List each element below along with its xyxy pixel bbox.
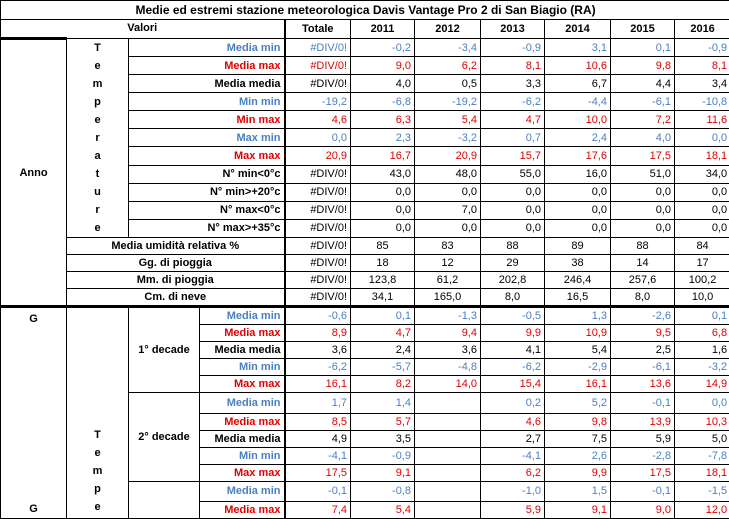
value-cell: 2,5 [611, 342, 675, 359]
value-cell: 1,5 [545, 481, 611, 502]
value-cell [415, 502, 481, 519]
row-label: Media media [200, 430, 285, 447]
value-cell: 14 [611, 255, 675, 272]
value-cell: 5,9 [611, 430, 675, 447]
value-cell: 0,0 [481, 201, 545, 219]
value-cell: 202,8 [481, 272, 545, 289]
value-cell: 0,0 [351, 201, 415, 219]
row-label: Media max [129, 57, 285, 75]
row-label: Media min [200, 481, 285, 502]
value-cell: 0,1 [611, 39, 675, 57]
value-cell: 0,0 [351, 183, 415, 201]
valori-header: Valori [1, 20, 285, 39]
value-cell: 0,0 [545, 219, 611, 237]
row-label: N° min<0°c [129, 165, 285, 183]
value-cell: 2,3 [351, 129, 415, 147]
value-cell: 0,0 [545, 183, 611, 201]
totale-cell: -6,2 [285, 359, 351, 376]
table-row [1, 39, 729, 57]
value-cell: 84 [675, 238, 729, 255]
value-cell: 18,1 [675, 464, 729, 481]
value-cell: 16,5 [545, 289, 611, 307]
value-cell: 6,3 [351, 111, 415, 129]
value-cell: 0,0 [675, 393, 729, 414]
value-cell: 5,9 [481, 502, 545, 519]
totale-cell: #DIV/0! [285, 255, 351, 272]
totale-cell: 8,5 [285, 413, 351, 430]
value-cell: 34,1 [351, 289, 415, 307]
value-cell [415, 393, 481, 414]
value-cell: 5,4 [545, 342, 611, 359]
value-cell: 9,9 [545, 464, 611, 481]
year-header: 2015 [611, 20, 675, 39]
value-cell: -0,1 [611, 393, 675, 414]
value-cell: 0,2 [481, 393, 545, 414]
value-cell: 5,0 [675, 430, 729, 447]
totale-cell: #DIV/0! [285, 75, 351, 93]
value-cell: 17 [675, 255, 729, 272]
value-cell: 257,6 [611, 272, 675, 289]
page-title: Medie ed estremi stazione meteorologica Davis Vantage Pro 2 di San Biagio (RA) [1, 1, 729, 20]
row-label: Media media [129, 75, 285, 93]
row-label: Min min [200, 447, 285, 464]
value-cell: 246,4 [545, 272, 611, 289]
value-cell: 12 [415, 255, 481, 272]
totale-cell: 8,9 [285, 325, 351, 342]
value-cell [415, 481, 481, 502]
decade-label: 2° decade [129, 393, 200, 482]
value-cell: 3,6 [415, 342, 481, 359]
value-cell: 83 [415, 238, 481, 255]
value-cell: 9,0 [611, 502, 675, 519]
value-cell: 9,4 [415, 325, 481, 342]
value-cell: 5,4 [415, 111, 481, 129]
table-row [1, 307, 729, 325]
value-cell: 0,0 [611, 201, 675, 219]
value-cell: 4,0 [611, 129, 675, 147]
value-cell: 11,6 [675, 111, 729, 129]
temperature-vertical-label: T e m p e [67, 307, 129, 519]
value-cell: 0,1 [675, 307, 729, 325]
row-label: Media min [200, 307, 285, 325]
value-cell: 10,0 [545, 111, 611, 129]
totale-cell: #DIV/0! [285, 272, 351, 289]
totale-header: Totale [285, 20, 351, 39]
value-cell: 48,0 [415, 165, 481, 183]
value-cell: 9,9 [481, 325, 545, 342]
value-cell: -0,1 [611, 481, 675, 502]
value-cell: -6,8 [351, 93, 415, 111]
value-cell: 6,7 [545, 75, 611, 93]
totale-cell: 16,1 [285, 376, 351, 393]
row-label: Min min [200, 359, 285, 376]
value-cell: 18,1 [675, 147, 729, 165]
year-header: 2013 [481, 20, 545, 39]
value-cell: 3,3 [481, 75, 545, 93]
value-cell: 1,4 [351, 393, 415, 414]
value-cell: 0,7 [481, 129, 545, 147]
value-cell: 0,0 [415, 219, 481, 237]
decade-label: 1° decade [129, 307, 200, 393]
value-cell: 3,4 [675, 75, 729, 93]
value-cell: -2,9 [545, 359, 611, 376]
value-cell [415, 430, 481, 447]
value-cell: -5,7 [351, 359, 415, 376]
row-label: N° max>+35°c [129, 219, 285, 237]
value-cell: 0,0 [675, 129, 729, 147]
value-cell: -2,8 [611, 447, 675, 464]
value-cell: -0,5 [481, 307, 545, 325]
value-cell: 0,0 [675, 219, 729, 237]
totale-cell: #DIV/0! [285, 201, 351, 219]
totale-cell: -0,6 [285, 307, 351, 325]
year-header: 2014 [545, 20, 611, 39]
value-cell: 0,0 [415, 183, 481, 201]
row-label: Max max [129, 147, 285, 165]
row-label: Media umidità relativa % [67, 238, 285, 255]
value-cell: -0,8 [351, 481, 415, 502]
totale-cell: 7,4 [285, 502, 351, 519]
totale-cell: -4,1 [285, 447, 351, 464]
totale-cell: #DIV/0! [285, 238, 351, 255]
anno-label: Anno [1, 39, 67, 307]
totale-cell: 4,6 [285, 111, 351, 129]
value-cell: 123,8 [351, 272, 415, 289]
value-cell: 2,4 [545, 129, 611, 147]
value-cell: 17,5 [611, 147, 675, 165]
value-cell [415, 447, 481, 464]
value-cell: -6,2 [481, 93, 545, 111]
value-cell: 16,0 [545, 165, 611, 183]
year-header: 2011 [351, 20, 415, 39]
value-cell: 8,0 [481, 289, 545, 307]
value-cell: 2,6 [545, 447, 611, 464]
value-cell: -1,5 [675, 481, 729, 502]
value-cell: -19,2 [415, 93, 481, 111]
totale-cell: 3,6 [285, 342, 351, 359]
row-label: Media max [200, 502, 285, 519]
value-cell: 2,4 [351, 342, 415, 359]
value-cell: 85 [351, 238, 415, 255]
totale-cell: #DIV/0! [285, 57, 351, 75]
value-cell: -0,9 [481, 39, 545, 57]
totale-cell: 0,0 [285, 129, 351, 147]
value-cell: -2,6 [611, 307, 675, 325]
value-cell: -3,4 [415, 39, 481, 57]
value-cell: 0,0 [611, 219, 675, 237]
value-cell: 9,0 [351, 57, 415, 75]
value-cell: 1,3 [545, 307, 611, 325]
value-cell: 4,6 [481, 413, 545, 430]
row-label: Max max [200, 464, 285, 481]
value-cell: 0,0 [611, 183, 675, 201]
table-row [1, 289, 729, 307]
totale-cell: 17,5 [285, 464, 351, 481]
value-cell: 16,7 [351, 147, 415, 165]
value-cell: 17,6 [545, 147, 611, 165]
value-cell: 43,0 [351, 165, 415, 183]
value-cell: 10,6 [545, 57, 611, 75]
value-cell: 18 [351, 255, 415, 272]
value-cell: 5,7 [351, 413, 415, 430]
value-cell: -0,9 [675, 39, 729, 57]
totale-cell: #DIV/0! [285, 183, 351, 201]
value-cell: 100,2 [675, 272, 729, 289]
value-cell: 2,7 [481, 430, 545, 447]
row-label: N° min>+20°c [129, 183, 285, 201]
value-cell: -1,0 [481, 481, 545, 502]
row-label: Min min [129, 93, 285, 111]
value-cell: 38 [545, 255, 611, 272]
temperature-vertical-label: T e m p e r a t u r e [67, 39, 129, 238]
row-label: Cm. di neve [67, 289, 285, 307]
value-cell: 0,0 [481, 183, 545, 201]
totale-cell: #DIV/0! [285, 39, 351, 57]
value-cell: 0,0 [481, 219, 545, 237]
row-label: N° max<0°c [129, 201, 285, 219]
value-cell: -1,3 [415, 307, 481, 325]
value-cell: 165,0 [415, 289, 481, 307]
value-cell: 4,0 [351, 75, 415, 93]
totale-cell: -0,1 [285, 481, 351, 502]
totale-cell: 1,7 [285, 393, 351, 414]
value-cell: 7,2 [611, 111, 675, 129]
value-cell: 9,8 [611, 57, 675, 75]
value-cell: 12,0 [675, 502, 729, 519]
row-label: Mm. di pioggia [67, 272, 285, 289]
month-group-label [1, 307, 67, 519]
value-cell: 89 [545, 238, 611, 255]
value-cell: 61,2 [415, 272, 481, 289]
value-cell [415, 464, 481, 481]
totale-cell: #DIV/0! [285, 219, 351, 237]
value-cell: 3,5 [351, 430, 415, 447]
value-cell: 13,6 [611, 376, 675, 393]
value-cell: -4,4 [545, 93, 611, 111]
row-label: Max max [200, 376, 285, 393]
row-label: Media max [200, 413, 285, 430]
value-cell: 14,0 [415, 376, 481, 393]
year-header: 2016 [675, 20, 729, 39]
row-label: Gg. di pioggia [67, 255, 285, 272]
value-cell: -6,1 [611, 359, 675, 376]
value-cell: -6,2 [481, 359, 545, 376]
value-cell: 0,1 [351, 307, 415, 325]
table-row [1, 272, 729, 289]
value-cell: -3,2 [675, 359, 729, 376]
value-cell: 4,1 [481, 342, 545, 359]
value-cell: 0,0 [545, 201, 611, 219]
month-group-bottom: G [4, 500, 63, 518]
row-label: Media min [129, 39, 285, 57]
value-cell: 3,1 [545, 39, 611, 57]
row-label: Max min [129, 129, 285, 147]
totale-cell: -19,2 [285, 93, 351, 111]
value-cell: 88 [611, 238, 675, 255]
value-cell: 14,9 [675, 376, 729, 393]
table-row [1, 255, 729, 272]
row-label: Min max [129, 111, 285, 129]
totale-cell: 20,9 [285, 147, 351, 165]
value-cell [415, 413, 481, 430]
value-cell: 88 [481, 238, 545, 255]
value-cell: 7,0 [415, 201, 481, 219]
value-cell: -10,8 [675, 93, 729, 111]
value-cell: 7,5 [545, 430, 611, 447]
value-cell: 5,4 [351, 502, 415, 519]
value-cell: 6,2 [415, 57, 481, 75]
value-cell: -3,2 [415, 129, 481, 147]
value-cell: -0,9 [351, 447, 415, 464]
value-cell: 9,8 [545, 413, 611, 430]
value-cell: -0,2 [351, 39, 415, 57]
value-cell: 51,0 [611, 165, 675, 183]
value-cell: 5,2 [545, 393, 611, 414]
decade-label [129, 481, 200, 519]
value-cell: -4,8 [415, 359, 481, 376]
value-cell: 8,0 [611, 289, 675, 307]
value-cell: 8,1 [481, 57, 545, 75]
value-cell: 8,1 [675, 57, 729, 75]
value-cell: 15,4 [481, 376, 545, 393]
totale-cell: #DIV/0! [285, 289, 351, 307]
value-cell: 6,8 [675, 325, 729, 342]
value-cell: 8,2 [351, 376, 415, 393]
value-cell: 0,0 [351, 219, 415, 237]
value-cell: 4,7 [351, 325, 415, 342]
value-cell: 0,0 [675, 201, 729, 219]
value-cell: 0,0 [675, 183, 729, 201]
value-cell: 16,1 [545, 376, 611, 393]
table-row [1, 238, 729, 255]
value-cell: 9,5 [611, 325, 675, 342]
value-cell: 29 [481, 255, 545, 272]
value-cell: 10,0 [675, 289, 729, 307]
value-cell: 0,5 [415, 75, 481, 93]
year-header: 2012 [415, 20, 481, 39]
value-cell: 9,1 [351, 464, 415, 481]
row-label: Media max [200, 325, 285, 342]
value-cell: 10,9 [545, 325, 611, 342]
value-cell: 1,6 [675, 342, 729, 359]
value-cell: 10,3 [675, 413, 729, 430]
value-cell: 17,5 [611, 464, 675, 481]
value-cell: 13,9 [611, 413, 675, 430]
value-cell: -7,8 [675, 447, 729, 464]
value-cell: 15,7 [481, 147, 545, 165]
value-cell: -6,1 [611, 93, 675, 111]
value-cell: 6,2 [481, 464, 545, 481]
value-cell: 34,0 [675, 165, 729, 183]
totale-cell: 4,9 [285, 430, 351, 447]
value-cell: 20,9 [415, 147, 481, 165]
value-cell: -4,1 [481, 447, 545, 464]
totale-cell: #DIV/0! [285, 165, 351, 183]
row-label: Media media [200, 342, 285, 359]
value-cell: 55,0 [481, 165, 545, 183]
month-group-top: G [4, 310, 63, 328]
value-cell: 9,1 [545, 502, 611, 519]
row-label: Media min [200, 393, 285, 414]
value-cell: 4,4 [611, 75, 675, 93]
value-cell: 4,7 [481, 111, 545, 129]
